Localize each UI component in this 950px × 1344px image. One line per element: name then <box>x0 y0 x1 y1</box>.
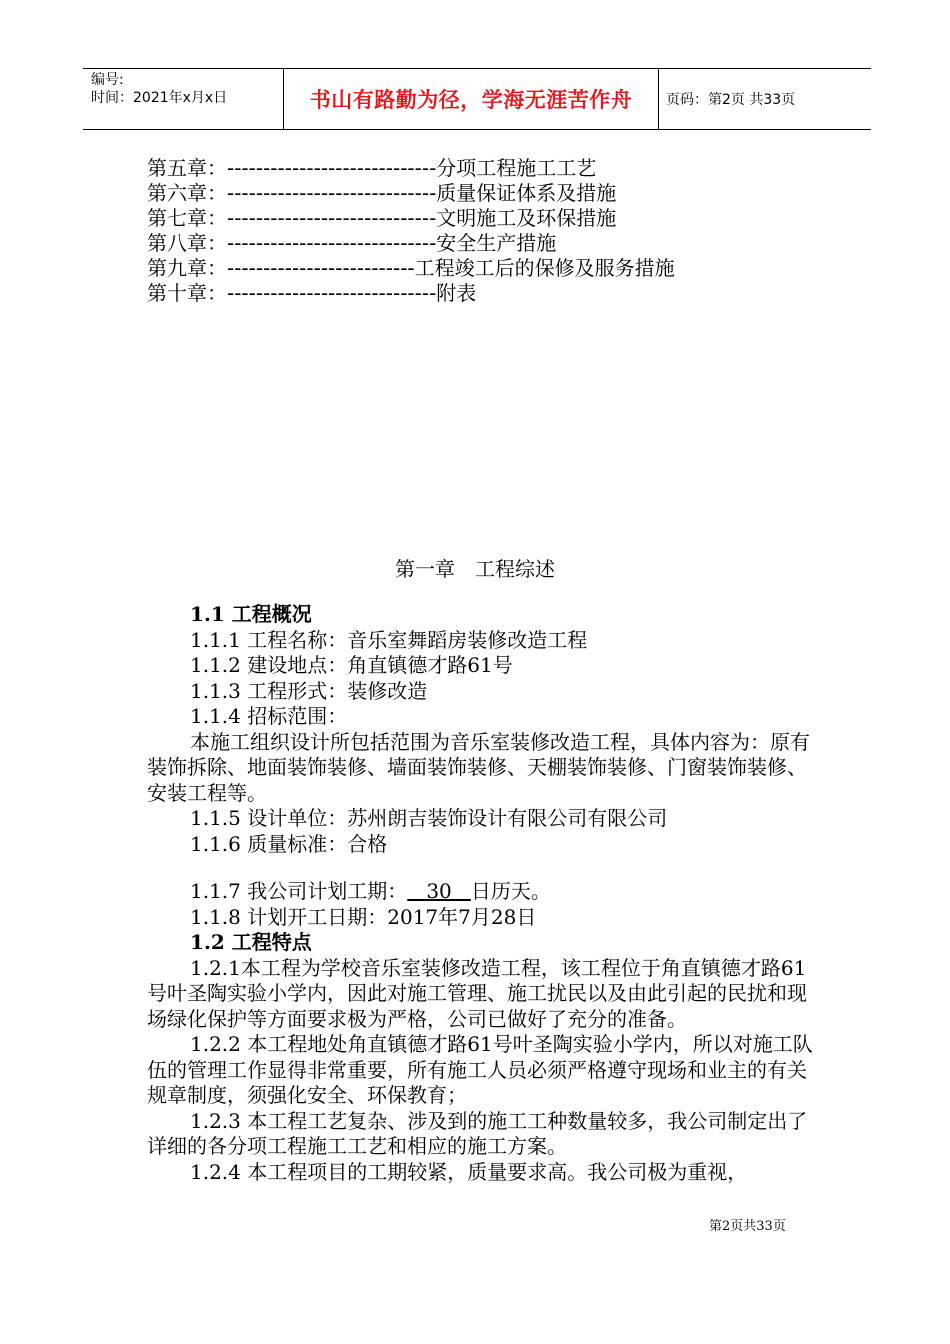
time-label: 时间：2021年x月x日 <box>91 90 228 106</box>
start-date: 1.1.8 计划开工日期：2017年7月28日 <box>190 904 537 929</box>
project-form: 1.1.3 工程形式：装修改造 <box>190 678 428 703</box>
header-divider-right <box>658 69 659 129</box>
feature-paragraph-1: 1.2.1本工程为学校音乐室装修改造工程，该工程位于角直镇德才路61号叶圣陶实验小学内，因此对施工管理、施工扰民以及由此引起的民扰和现场绿化保护等方面要求极为严格，公司已做好了充分的准备。 <box>147 955 807 1031</box>
toc-item-chapter-5: 第五章：-----------------------------分项工程施工工艺 <box>147 156 597 180</box>
number-label: 编号: <box>91 72 124 88</box>
header-motto: 书山有路勤为径，学海无涯苦作舟 <box>309 88 633 112</box>
feature-paragraph-4: 1.2.4 本工程项目的工期较紧，质量要求高。我公司极为重视， <box>190 1159 748 1184</box>
feature-paragraph-3: 1.2.3 本工程工艺复杂、涉及到的施工工种数量较多，我公司制定出了详细的各分项工程施工工艺和相应的施工方案。 <box>147 1108 808 1158</box>
chapter-title: 第一章 工程综述 <box>395 557 555 581</box>
toc-item-chapter-7: 第七章：-----------------------------文明施工及环保措施 <box>147 206 617 230</box>
scope-text: 本施工组织设计所包括范围为音乐室装修改造工程，具体内容为：原有装饰拆除、地面装饰装修、墙面装饰装修、天棚装饰装修、门窗装饰装修、安装工程等。 <box>147 729 810 805</box>
planned-period-prefix: 1.1.7 我公司计划工期： <box>190 879 408 903</box>
planned-period-suffix: 日历天。 <box>470 879 551 903</box>
toc-item-chapter-8: 第八章：-----------------------------安全生产措施 <box>147 231 557 255</box>
toc-item-chapter-6: 第六章：-----------------------------质量保证体系及措施 <box>147 181 617 205</box>
table-of-contents <box>147 156 807 306</box>
feature-paragraph-2: 1.2.2 本工程地处角直镇德才路61号叶圣陶实验小学内，所以对施工队伍的管理工作显得非常重要，所有施工人员必须严格遵守现场和业主的有关规章制度，须强化安全、环保教育； <box>147 1032 813 1107</box>
project-name: 1.1.1 工程名称：音乐室舞蹈房装修改造工程 <box>190 627 588 652</box>
page-footer: 第2页共33页 <box>709 1219 786 1234</box>
planned-period-value: 30 <box>407 879 471 903</box>
quality-standard: 1.1.6 质量标准：合格 <box>190 831 388 856</box>
chapter-body <box>147 602 817 1185</box>
header-divider-left <box>283 69 284 129</box>
toc-item-chapter-9: 第九章：--------------------------工程竣工后的保修及服务措施 <box>147 256 675 280</box>
section-heading-1-1: 1.1 工程概况 <box>190 602 312 626</box>
header-meta <box>91 71 227 107</box>
planned-period <box>147 879 817 905</box>
scope-label: 1.1.4 招标范围： <box>190 704 348 728</box>
spacer <box>147 857 817 879</box>
header-page-info: 页码：第2页 共33页 <box>666 92 796 108</box>
toc-item-chapter-10: 第十章：-----------------------------附表 <box>147 281 477 305</box>
page-header <box>83 68 871 130</box>
design-unit: 1.1.5 设计单位：苏州朗吉装饰设计有限公司有限公司 <box>190 806 668 830</box>
section-heading-1-2: 1.2 工程特点 <box>190 930 312 954</box>
project-location: 1.1.2 建设地点：角直镇德才路61号 <box>190 653 513 677</box>
